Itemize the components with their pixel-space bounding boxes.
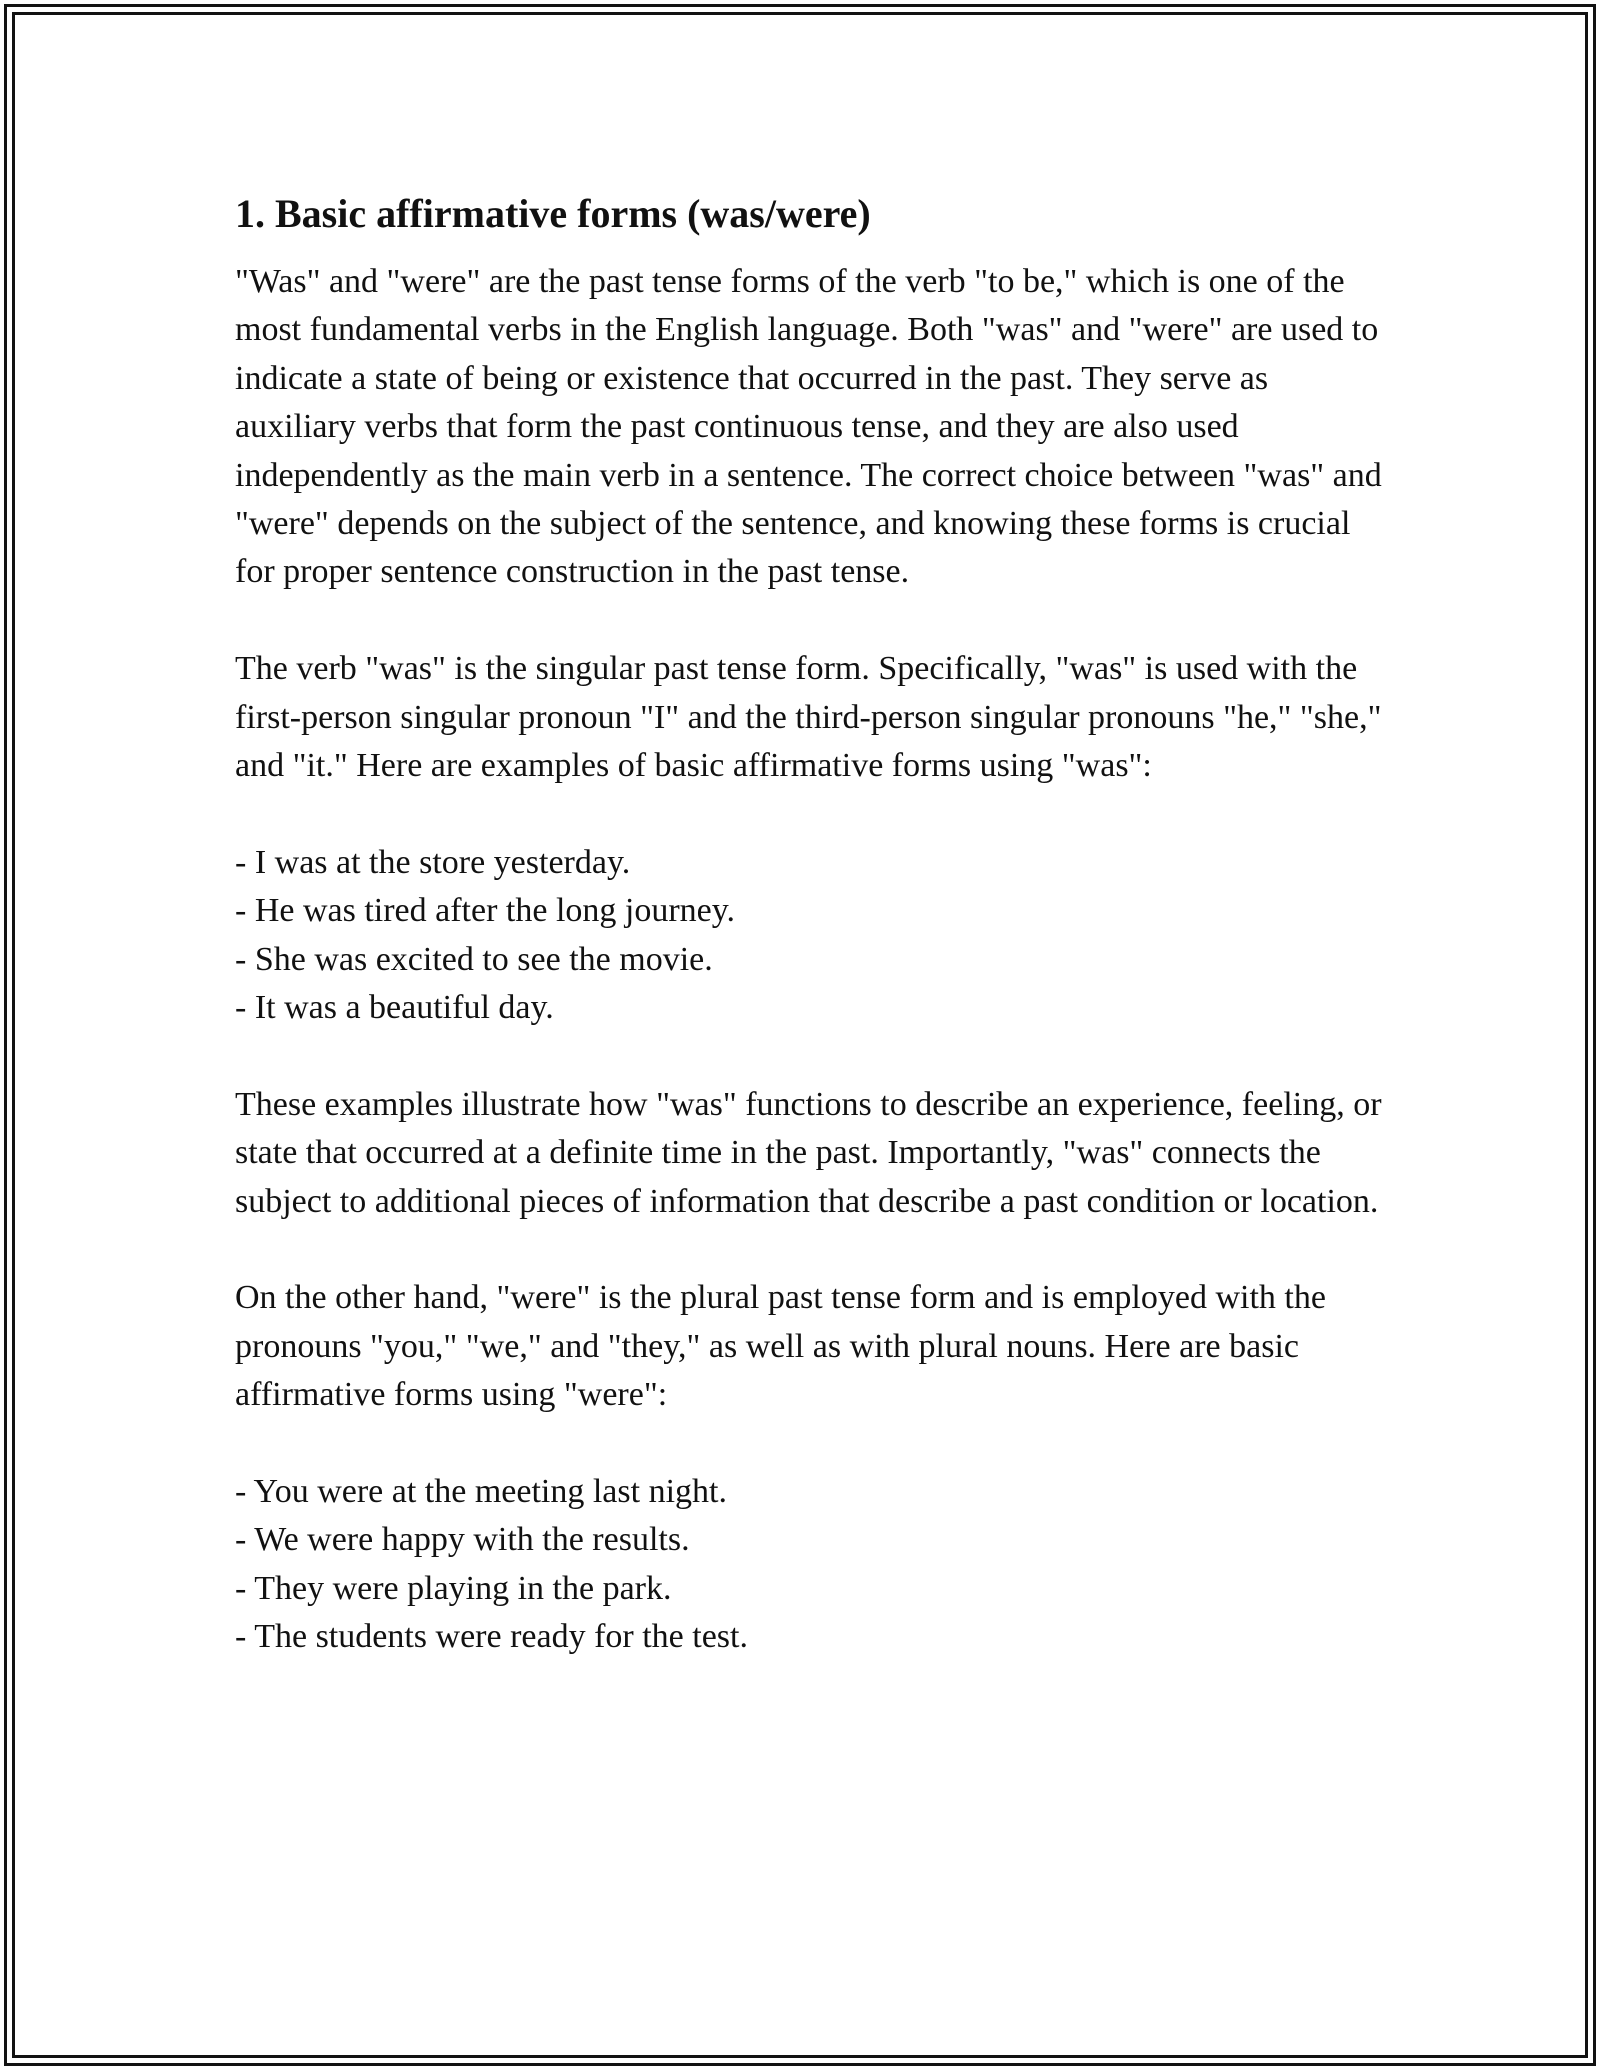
were-examples-list xyxy=(235,1468,1385,1662)
list-item: - They were playing in the park. xyxy=(235,1569,672,1607)
list-item: - It was a beautiful day. xyxy=(235,989,554,1027)
paragraph-text: These examples illustrate how "was" functions to describe an experience, feeling, or state that occurred at a definite time in the past. Importantly, "was" connects the subject to additional pieces of information that describe a past condition or location. xyxy=(235,1085,1382,1220)
list-item: - We were happy with the results. xyxy=(235,1521,690,1559)
list-item: - She was excited to see the movie. xyxy=(235,940,713,978)
list-item: - He was tired after the long journey. xyxy=(235,892,736,930)
document-body xyxy=(235,186,1385,1710)
list-item: - The students were ready for the test. xyxy=(235,1618,748,1656)
paragraph-text: The verb "was" is the singular past tense form. Specifically, "was" is used with the first-person singular pronoun "I" and the third-person singular pronouns "he," "she," and "it." Here are examples of basic affirmative forms using "was": xyxy=(235,650,1382,785)
paragraph-was-explanation xyxy=(235,1081,1385,1226)
paragraph-text: On the other hand, "were" is the plural past tense form and is employed with the pronouns "you," "we," and "they," as well as with plural nouns. Here are basic affirmative forms using "were": xyxy=(235,1279,1326,1414)
list-item: - You were at the meeting last night. xyxy=(235,1473,727,1511)
paragraph-was xyxy=(235,645,1385,790)
paragraph-were xyxy=(235,1274,1385,1419)
paragraph-text: "Was" and "were" are the past tense forms of the verb "to be," which is one of the most fundamental verbs in the English language. Both "was" and "were" are used to indicate a state of being or existence that occurred in the past. They serve as auxiliary verbs that form the past continuous tense, and they are also used independently as the main verb in a sentence. The correct choice between "was" and "were" depends on the subject of the sentence, and knowing these forms is crucial for proper sentence construction in the past tense. xyxy=(235,263,1382,591)
list-item: - I was at the store yesterday. xyxy=(235,843,631,881)
paragraph-intro xyxy=(235,258,1385,597)
section-heading: 1. Basic affirmative forms (was/were) xyxy=(235,191,871,236)
was-examples-list xyxy=(235,839,1385,1033)
